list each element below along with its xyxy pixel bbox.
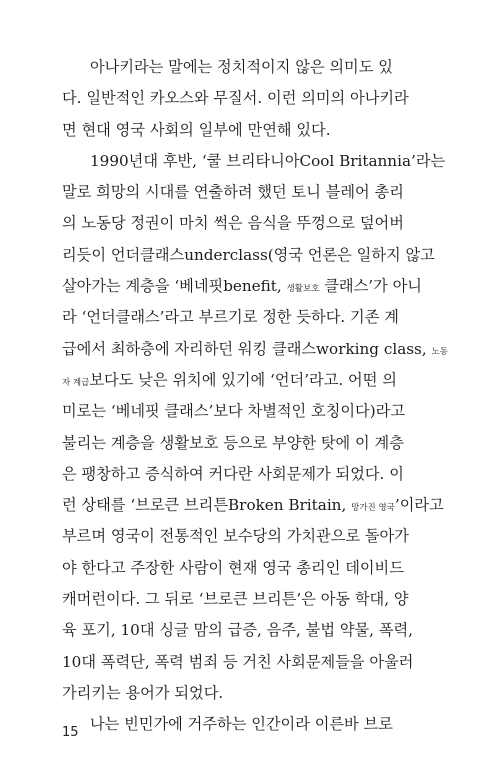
text-line: 살아가는 계층을 ‘베네핏benefit, 생활보호 클래스’가 아니 (62, 277, 422, 296)
text-line: 의 노동당 정권이 마치 썩은 음식을 뚜껑으로 덮어버 (62, 214, 404, 233)
text-line: 런 상태를 ‘브로큰 브리튼Broken Britain, 망가진 영국’이라고 (62, 496, 444, 515)
inline-gloss: 망가진 영국 (351, 503, 395, 514)
text-line: 면 현대 영국 사회의 일부에 만연해 있다. (62, 120, 331, 139)
text-line: 10대 폭력단, 폭력 범죄 등 거친 사회문제들을 아울러 (62, 652, 414, 671)
text-line: 육 포기, 10대 싱글 맘의 급증, 음주, 불법 약물, 폭력, (62, 621, 413, 640)
text-line: 라 ‘언더클래스’라고 부르기로 정한 듯하다. 기존 계 (62, 308, 399, 327)
text-line: 급에서 최하층에 자리하던 워킹 클래스working class, 노동 (62, 339, 448, 358)
text-line: 미로는 ‘베네핏 클래스’보다 차별적인 호칭이다)라고 (62, 402, 405, 421)
text-line: 부르며 영국이 전통적인 보수당의 가치관으로 돌아가 (62, 527, 409, 546)
text-line: 다. 일반적인 카오스와 무질서. 이런 의미의 아나키라 (62, 89, 409, 108)
inline-gloss: 자 계급 (62, 377, 90, 388)
inline-gloss: 노동 (431, 346, 448, 357)
text-line: 아나키라는 말에는 정치적이지 않은 의미도 있 (90, 58, 393, 76)
text-line: 자 계급보다도 낮은 위치에 있기에 ‘언더’라고. 어떤 의 (62, 370, 397, 389)
body-text (62, 52, 448, 741)
text-line: 야 한다고 주장한 사람이 현재 영국 총리인 데이비드 (62, 558, 404, 577)
text-line: 말로 희망의 시대를 연출하려 했던 토니 블레어 총리 (62, 183, 404, 202)
text-line: 캐머런이다. 그 뒤로 ‘브로큰 브리튼’은 아동 학대, 양 (62, 590, 409, 609)
text-line: 불리는 계층을 생활보호 등으로 부양한 탓에 이 계층 (62, 433, 404, 452)
text-line: 리듯이 언더클래스underclass(영국 언론은 일하지 않고 (62, 245, 435, 264)
text-line: 가리키는 용어가 되었다. (62, 683, 224, 702)
text-line: 나는 빈민가에 거주하는 인간이라 이른바 브로 (90, 715, 393, 734)
inline-gloss: 생활보호 (286, 284, 320, 295)
text-line: 은 팽창하고 증식하여 커다란 사회문제가 되었다. 이 (62, 464, 404, 483)
text-line: 1990년대 후반, ‘쿨 브리타니아Cool Britannia’라는 (90, 151, 446, 170)
page-number: 15 (62, 725, 79, 740)
